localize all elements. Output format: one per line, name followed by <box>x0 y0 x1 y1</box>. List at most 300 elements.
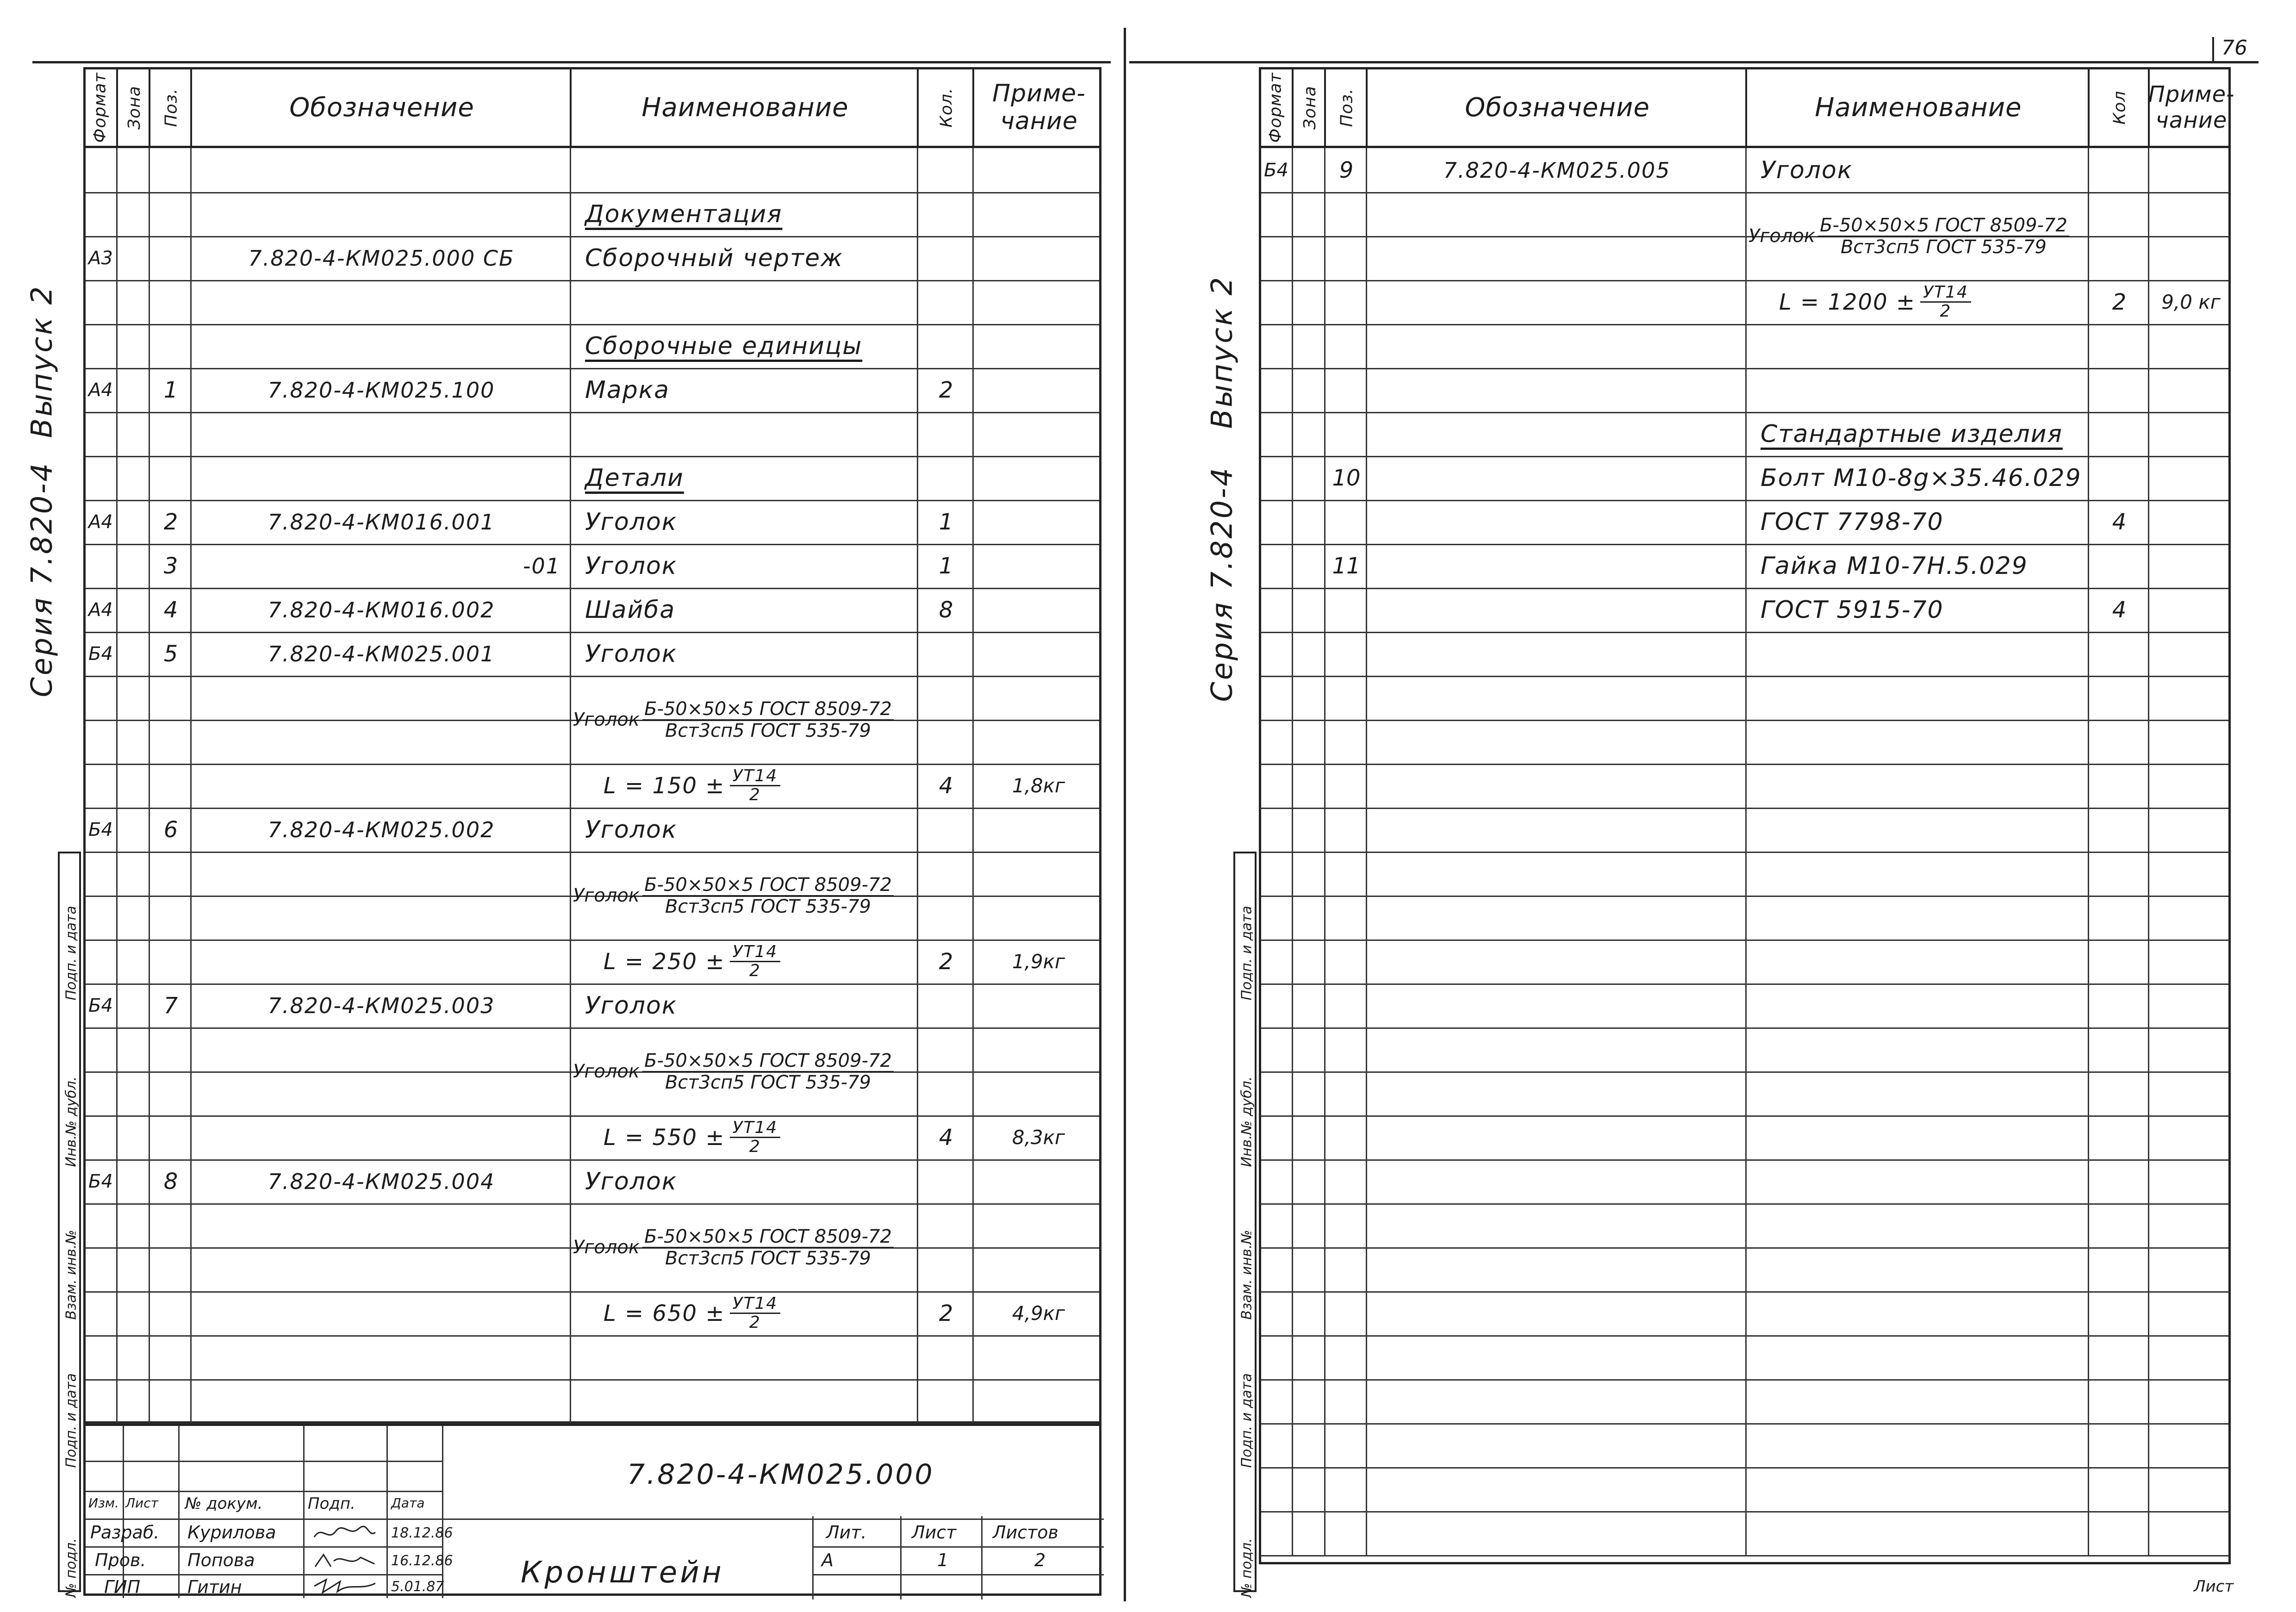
cell-name <box>1745 940 2103 983</box>
cell-format <box>1261 500 1294 544</box>
cell-note <box>2148 1027 2233 1071</box>
cell-zone <box>1292 764 1328 808</box>
cell-pos <box>149 412 192 456</box>
cell-format <box>1261 940 1294 983</box>
cell-pos: 3 <box>149 544 192 588</box>
table-row <box>86 632 1099 677</box>
cell-format <box>86 940 119 983</box>
cell-qty <box>917 1203 974 1247</box>
cell-qty <box>917 1159 974 1203</box>
cell-pos <box>1324 1335 1367 1379</box>
cell-name <box>570 1159 932 1203</box>
cell-format <box>1261 544 1294 588</box>
cell-zone <box>1292 720 1328 764</box>
cell-note <box>2148 368 2233 412</box>
cell-note <box>2148 236 2233 280</box>
header-designation: Обозначение <box>190 69 572 146</box>
header-format: Формат <box>90 72 110 143</box>
cell-pos <box>1324 1203 1367 1247</box>
header-pos-r: Поз. <box>1324 69 1368 146</box>
cell-name <box>1745 1379 2103 1423</box>
cell-format <box>86 324 119 368</box>
cell-qty <box>917 676 974 720</box>
cell-qty <box>2088 896 2149 940</box>
cell-pos <box>1324 1291 1367 1335</box>
col-list: Лист <box>125 1495 158 1511</box>
cell-name <box>1745 852 2103 896</box>
fraction-denominator: Вст3сп5 ГОСТ 535-79 <box>665 720 871 741</box>
cell-designation <box>190 720 571 764</box>
cell-format <box>1261 720 1294 764</box>
cell-pos: 8 <box>149 1159 192 1203</box>
date-checker: 16.12.86 <box>391 1553 453 1569</box>
cell-qty <box>917 632 974 676</box>
cell-pos <box>1324 1511 1367 1555</box>
cell-pos <box>149 1379 192 1423</box>
cell-name <box>570 192 932 236</box>
cell-zone <box>116 412 153 456</box>
fraction-label: Уголок <box>573 1061 640 1082</box>
cell-zone <box>116 852 153 896</box>
date-developer: 18.12.86 <box>391 1525 453 1541</box>
item-name: ГОСТ 7798-70 <box>1761 508 1944 536</box>
table-row <box>1261 1511 2228 1556</box>
fraction-numerator: Б-50×50×5 ГОСТ 8509-72 <box>642 699 894 721</box>
cell-name <box>1745 1203 2103 1247</box>
cell-designation: 7.820-4-КМ025.000 СБ <box>190 236 571 280</box>
cell-note <box>972 896 1103 940</box>
cell-zone <box>1292 324 1328 368</box>
cell-note <box>972 192 1103 236</box>
cell-note <box>2148 940 2233 983</box>
stamp-replace-inv: Взам. инв.№ <box>63 1230 80 1320</box>
cell-name <box>1745 1335 2103 1379</box>
cell-format <box>86 544 119 588</box>
role-developer: Разраб. <box>90 1522 160 1543</box>
table-row <box>1261 1291 2228 1337</box>
header-zone: Зона <box>116 69 150 146</box>
cell-zone <box>1292 632 1328 676</box>
cell-note <box>972 280 1103 324</box>
cell-qty <box>2088 236 2149 280</box>
cell-name <box>570 983 932 1027</box>
top-border-right <box>1129 61 2259 63</box>
cell-designation <box>190 764 571 808</box>
item-name: Марка <box>585 376 670 404</box>
cell-note: 8,3кг <box>972 1115 1103 1159</box>
cell-zone <box>116 676 153 720</box>
cell-note <box>972 588 1103 632</box>
cell-zone <box>116 280 153 324</box>
cell-name <box>570 1027 920 1093</box>
cell-name <box>570 456 932 500</box>
cell-name <box>570 676 920 741</box>
role-chief: ГИП <box>104 1577 141 1597</box>
cell-zone <box>1292 280 1328 324</box>
cell-format: Б4 <box>88 643 113 665</box>
cell-note <box>2148 808 2233 852</box>
stamp-inv-dup: Инв.№ дубл. <box>63 1076 80 1167</box>
role-checker: Пров. <box>95 1550 146 1570</box>
cell-qty <box>2088 1203 2149 1247</box>
cell-qty <box>917 148 974 192</box>
cell-pos: 7 <box>149 983 192 1027</box>
table-row <box>1261 1203 2228 1249</box>
signature-chief <box>312 1577 377 1599</box>
cell-note <box>972 983 1103 1027</box>
cell-name <box>1745 1247 2103 1291</box>
cell-note <box>972 1159 1103 1203</box>
cell-format: А4 <box>88 511 113 533</box>
header-note-r: Приме- чание <box>2148 69 2233 146</box>
cell-zone <box>116 1335 153 1379</box>
cell-note <box>972 1335 1103 1379</box>
header-zone-r: Зона <box>1292 69 1326 146</box>
cell-zone <box>1292 1115 1328 1159</box>
cell-format: А4 <box>88 599 113 621</box>
table-row <box>86 852 1099 917</box>
cell-zone <box>116 896 153 940</box>
cell-format <box>86 1027 119 1071</box>
cell-designation: 7.820-4-КМ016.001 <box>190 500 571 544</box>
cell-name <box>570 1115 932 1159</box>
cell-qty <box>2088 324 2149 368</box>
cell-format <box>1261 676 1294 720</box>
cell-designation <box>1366 632 1747 676</box>
stamp-strip <box>58 852 81 1598</box>
table-row <box>1261 544 2228 589</box>
item-name: Болт М10-8g×35.46.029 <box>1761 464 2082 492</box>
cell-note <box>972 676 1103 720</box>
cell-zone <box>116 544 153 588</box>
cell-note <box>2148 983 2233 1027</box>
table-row <box>1261 324 2228 369</box>
cell-name <box>570 324 932 368</box>
cell-zone <box>1292 1467 1328 1511</box>
cell-qty <box>2088 808 2149 852</box>
cell-note <box>972 1071 1103 1115</box>
cell-note <box>972 720 1103 764</box>
header-name: Наименование <box>570 69 919 146</box>
cell-name <box>570 1335 932 1379</box>
cell-designation <box>1366 1203 1747 1247</box>
cell-name <box>1745 983 2103 1027</box>
spec-table-left <box>83 148 1101 1424</box>
item-name: Стандартные изделия <box>1761 420 2063 448</box>
footer-sheet-label: Лист <box>2194 1577 2234 1596</box>
cell-zone <box>1292 1291 1328 1335</box>
cell-designation <box>190 280 571 324</box>
date-chief: 5.01.87 <box>391 1579 444 1595</box>
cell-qty <box>2088 940 2149 983</box>
cell-note <box>972 1027 1103 1071</box>
spec-table-right <box>1259 148 2231 1564</box>
item-name: Уголок <box>585 552 678 580</box>
cell-note <box>2148 1423 2233 1467</box>
cell-name <box>1745 1159 2103 1203</box>
cell-zone <box>1292 148 1328 192</box>
cell-zone <box>116 1203 153 1247</box>
table-row <box>86 764 1099 809</box>
cell-note <box>2148 720 2233 764</box>
cell-qty <box>917 1379 974 1423</box>
cell-note <box>2148 456 2233 500</box>
item-name: ГОСТ 5915-70 <box>1761 596 1944 624</box>
cell-zone <box>116 456 153 500</box>
table-row <box>86 1203 1099 1269</box>
cell-zone <box>1292 1203 1328 1247</box>
table-row <box>1261 1071 2228 1117</box>
cell-pos <box>1324 192 1367 236</box>
cell-name <box>1745 412 2103 456</box>
cell-qty <box>917 1335 974 1379</box>
table-row <box>86 983 1099 1029</box>
header-designation-r: Обозначение <box>1366 69 1747 146</box>
stamp-inv-orig: № подл. <box>63 1538 80 1598</box>
table-row <box>1261 456 2228 501</box>
cell-qty <box>2088 412 2149 456</box>
cell-designation: 7.820-4-КМ025.100 <box>190 368 571 412</box>
cell-designation <box>190 676 571 720</box>
header-format-r: Формат <box>1266 72 1285 143</box>
cell-designation <box>1366 588 1747 632</box>
cell-qty <box>917 456 974 500</box>
cell-pos <box>1324 852 1367 896</box>
tolerance-denominator: 2 <box>749 1137 761 1156</box>
cell-name <box>570 544 932 588</box>
cell-pos <box>1324 1027 1367 1071</box>
table-row <box>1261 896 2228 941</box>
series-label: Серия 7.820-4 <box>25 461 59 697</box>
cell-qty <box>2088 368 2149 412</box>
cell-name <box>570 1203 920 1269</box>
cell-format <box>86 676 119 720</box>
cell-designation <box>1366 192 1747 236</box>
cell-designation: 7.820-4-КМ025.005 <box>1366 148 1747 192</box>
cell-pos <box>1324 1159 1367 1203</box>
cell-note <box>972 368 1103 412</box>
series-label-right: Серия 7.820-4 <box>1205 466 1239 702</box>
length-value: L = 250 ± <box>604 948 725 975</box>
col-sign: Подп. <box>308 1494 355 1513</box>
cell-format <box>1261 1203 1294 1247</box>
table-row <box>86 324 1099 369</box>
cell-qty <box>2088 1291 2149 1335</box>
cell-format <box>86 412 119 456</box>
cell-name <box>570 1379 932 1423</box>
cell-format: Б4 <box>88 819 113 840</box>
cell-zone <box>116 1159 153 1203</box>
cell-pos <box>149 940 192 983</box>
cell-format <box>1261 236 1294 280</box>
cell-note <box>2148 1203 2233 1247</box>
cell-name <box>1745 148 2103 192</box>
cell-designation <box>1366 1423 1747 1467</box>
cell-qty <box>917 324 974 368</box>
cell-qty: 8 <box>917 588 974 632</box>
label-sheet: Лист <box>912 1522 957 1543</box>
cell-name <box>570 280 932 324</box>
table-row <box>86 588 1099 633</box>
table-row <box>86 808 1099 853</box>
cell-format <box>1261 852 1294 896</box>
cell-zone <box>116 983 153 1027</box>
table-header-right <box>1259 67 2235 148</box>
cell-zone <box>116 1027 153 1071</box>
cell-format <box>86 280 119 324</box>
cell-format <box>86 456 119 500</box>
stamp-inv-orig-r: № подл. <box>1238 1538 1255 1598</box>
cell-zone <box>1292 544 1328 588</box>
table-row <box>1261 676 2228 721</box>
cell-designation <box>1366 676 1747 720</box>
cell-qty <box>917 852 974 896</box>
cell-note <box>972 1379 1103 1423</box>
cell-note <box>972 412 1103 456</box>
table-row <box>1261 1335 2228 1381</box>
cell-format <box>1261 1335 1294 1379</box>
cell-pos <box>1324 1115 1367 1159</box>
cell-designation <box>1366 1071 1747 1115</box>
cell-format <box>1261 1379 1294 1423</box>
tolerance-numerator: УТ14 <box>730 1295 781 1314</box>
value-sheet: 1 <box>937 1550 949 1570</box>
cell-qty: 4 <box>917 764 974 808</box>
issue-label-right: Выпуск 2 <box>1205 275 1239 429</box>
table-row <box>86 1115 1099 1161</box>
cell-qty <box>917 1247 974 1291</box>
cell-note <box>972 1247 1103 1291</box>
cell-note: 1,8кг <box>972 764 1103 808</box>
cell-format <box>86 192 119 236</box>
cell-designation <box>1366 940 1747 983</box>
cell-pos: 10 <box>1324 456 1367 500</box>
table-row <box>1261 236 2228 281</box>
table-row <box>86 1291 1099 1337</box>
spec-sheet-1 <box>0 0 1120 1612</box>
table-row <box>1261 1467 2228 1512</box>
tolerance-numerator: УТ14 <box>1920 284 1971 303</box>
cell-qty <box>917 1071 974 1115</box>
cell-format <box>86 148 119 192</box>
cell-name <box>1745 676 2103 720</box>
cell-pos <box>149 1027 192 1071</box>
cell-qty <box>917 1027 974 1071</box>
cell-pos <box>1324 676 1367 720</box>
stamp-sign-date-2-r: Подп. и дата <box>1238 1373 1255 1468</box>
cell-designation <box>1366 720 1747 764</box>
cell-format <box>1261 1511 1294 1555</box>
header-note: Приме- чание <box>972 69 1104 146</box>
table-row <box>86 1159 1099 1205</box>
issue-label: Выпуск 2 <box>25 285 59 438</box>
cell-zone <box>116 236 153 280</box>
cell-name <box>1745 808 2103 852</box>
cell-pos <box>1324 1247 1367 1291</box>
cell-designation: 7.820-4-КМ025.003 <box>190 983 571 1027</box>
table-row <box>86 148 1099 193</box>
cell-name <box>1745 500 2103 544</box>
cell-zone <box>116 940 153 983</box>
cell-zone <box>1292 368 1328 412</box>
cell-note <box>2148 324 2233 368</box>
cell-designation <box>1366 852 1747 896</box>
cell-designation <box>1366 764 1747 808</box>
cell-designation <box>190 456 571 500</box>
table-row <box>1261 368 2228 413</box>
cell-qty <box>2088 192 2149 236</box>
header-pos: Поз. <box>149 69 192 146</box>
cell-zone <box>1292 940 1328 983</box>
fraction-numerator: Б-50×50×5 ГОСТ 8509-72 <box>642 1226 894 1248</box>
cell-format <box>86 1247 119 1291</box>
cell-format <box>1261 456 1294 500</box>
cell-designation <box>1366 983 1747 1027</box>
sheet-divider <box>1124 28 1126 1601</box>
cell-designation <box>190 1071 571 1115</box>
table-row <box>1261 588 2228 633</box>
cell-qty: 4 <box>917 1115 974 1159</box>
cell-zone <box>116 368 153 412</box>
cell-note <box>972 456 1103 500</box>
cell-designation <box>1366 1467 1747 1511</box>
cell-note <box>972 852 1103 896</box>
cell-name <box>570 148 932 192</box>
cell-pos <box>1324 236 1367 280</box>
cell-format: Б4 <box>88 995 113 1016</box>
cell-designation <box>1366 236 1747 280</box>
table-row <box>1261 1247 2228 1293</box>
cell-zone <box>116 808 153 852</box>
cell-format <box>1261 1159 1294 1203</box>
table-row <box>86 500 1099 545</box>
cell-name <box>570 412 932 456</box>
tolerance-numerator: УТ14 <box>730 943 781 962</box>
cell-note <box>2148 676 2233 720</box>
cell-name <box>570 368 932 412</box>
cell-name <box>570 764 932 808</box>
cell-designation <box>1366 896 1747 940</box>
cell-qty <box>2088 1423 2149 1467</box>
table-row <box>1261 1115 2228 1161</box>
cell-format <box>1261 588 1294 632</box>
cell-format: Б4 <box>88 1170 113 1192</box>
cell-name <box>1745 324 2103 368</box>
cell-pos <box>1324 280 1367 324</box>
cell-pos <box>149 1291 192 1335</box>
cell-zone <box>116 1379 153 1423</box>
cell-pos: 2 <box>149 500 192 544</box>
table-row <box>86 1027 1099 1093</box>
table-row <box>86 456 1099 501</box>
table-row <box>86 236 1099 281</box>
cell-format: Б4 <box>1264 159 1288 181</box>
stamp-sign-date-2: Подп. и дата <box>63 1373 80 1468</box>
cell-pos: 6 <box>149 808 192 852</box>
cell-designation <box>190 412 571 456</box>
cell-name <box>570 808 932 852</box>
cell-qty: 4 <box>2088 588 2149 632</box>
cell-zone <box>116 1291 153 1335</box>
cell-pos <box>149 852 192 896</box>
cell-note <box>2148 1511 2233 1555</box>
label-sheets: Листов <box>993 1522 1058 1543</box>
cell-pos <box>149 324 192 368</box>
cell-designation <box>1366 1247 1747 1291</box>
table-row <box>86 192 1099 237</box>
item-name: Уголок <box>585 508 678 536</box>
cell-note <box>2148 148 2233 192</box>
